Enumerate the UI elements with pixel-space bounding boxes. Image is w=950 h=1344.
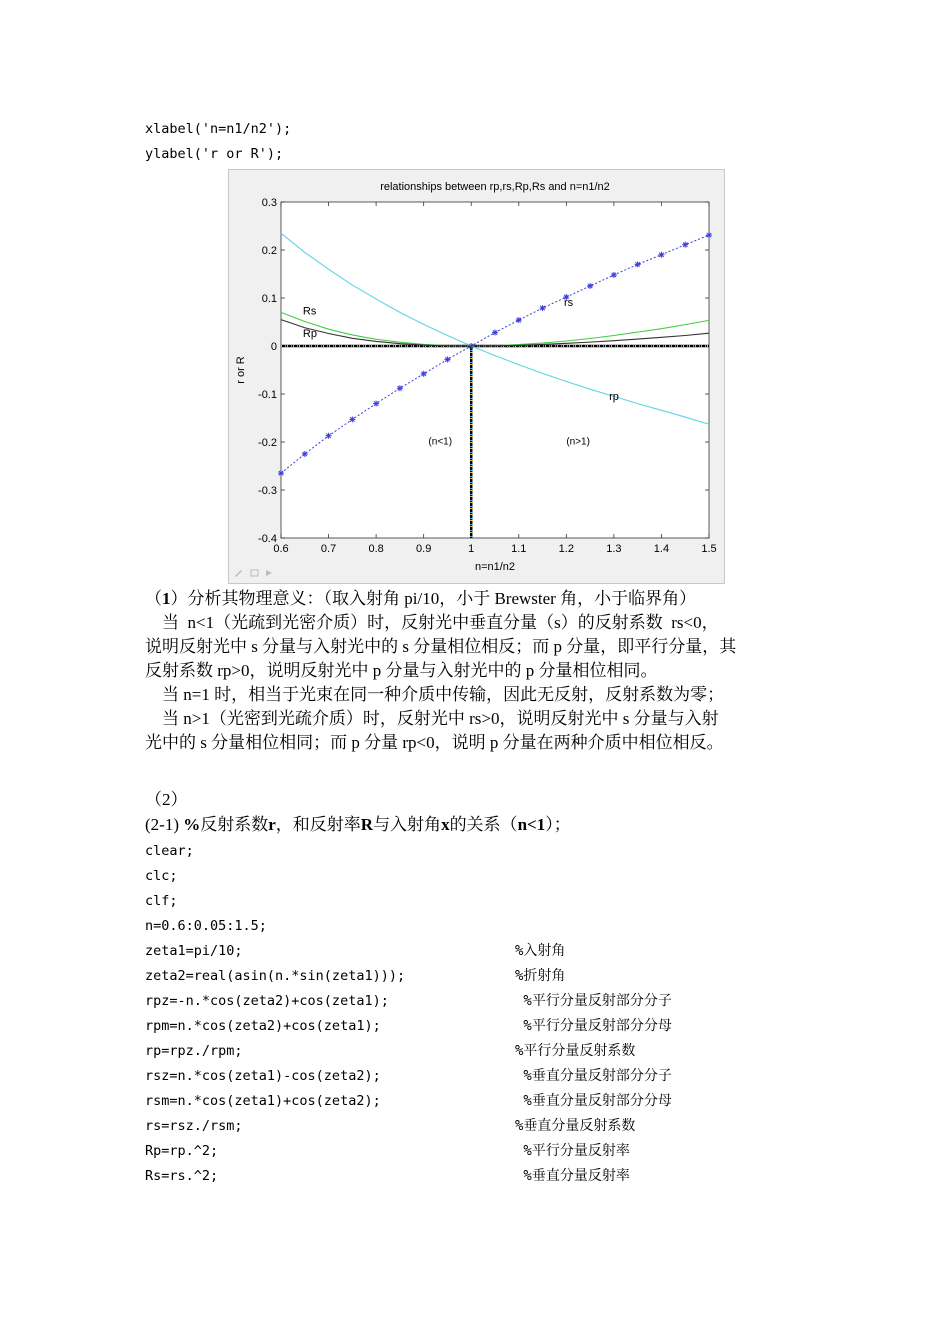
analysis-line: 光中的 s 分量相位相同；而 p 分量 rp<0，说明 p 分量在两种介质中相位相反。	[145, 733, 724, 752]
code-comment: %平行分量反射部分分子	[515, 993, 672, 1009]
y-tick-label: 0.3	[261, 197, 277, 209]
analysis-line: 当 n>1（光密到光疏介质）时，反射光中 rs>0，说明反射光中 s 分量与入射	[145, 709, 719, 728]
print-icon[interactable]	[251, 570, 258, 576]
annotation-label: Rp	[302, 327, 317, 340]
x-tick-label: 0.7	[320, 543, 337, 555]
x-tick-label: 1.2	[558, 543, 574, 555]
data-point-rs	[444, 356, 450, 362]
annotation-label: rp	[609, 391, 619, 404]
reflection-chart	[229, 170, 724, 583]
x-tick-label: 0.6	[273, 543, 289, 555]
chart-title: relationships between rp,rs,Rp,Rs and n=n1/n2	[380, 181, 610, 193]
annotation-label: (n<1)	[428, 436, 453, 448]
y-tick-label: -0.4	[258, 533, 277, 545]
data-point-rs	[658, 252, 664, 258]
y-tick-label: 0.1	[261, 293, 277, 305]
code-line: rs=rsz./rsm;	[145, 1118, 243, 1134]
x-tick-label: 1.1	[511, 543, 527, 555]
code-comment: %平行分量反射系数	[515, 1043, 636, 1059]
data-point-rs	[421, 371, 427, 377]
code-comment: %折射角	[515, 968, 566, 984]
code-line: Rp=rp.^2;	[145, 1143, 219, 1159]
x-tick-label: 0.8	[368, 543, 384, 555]
analysis-line: 反射系数 rp>0，说明反射光中 p 分量与入射光中的 p 分量相位相同。	[145, 661, 658, 680]
code-line: rp=rpz./rpm;	[145, 1043, 243, 1059]
code-line: rsm=n.*cos(zeta1)+cos(zeta2);	[145, 1093, 381, 1109]
x-axis-label: n=n1/n2	[474, 561, 516, 573]
export-icon[interactable]	[266, 570, 272, 576]
code-comment: %垂直分量反射系数	[515, 1118, 636, 1134]
x-tick-label: 1.3	[606, 543, 622, 555]
data-point-rs	[706, 232, 712, 238]
data-point-rs	[516, 317, 522, 323]
data-point-rs	[587, 283, 593, 289]
section-2-1-heading: (2-1) %反射系数r，和反射率R与入射角x的关系（n<1）；	[145, 815, 571, 834]
code-line: clf;	[145, 893, 178, 909]
code-comment: %入射角	[515, 943, 566, 959]
y-tick-label: 0.2	[261, 245, 277, 257]
code-line: zeta2=real(asin(n.*sin(zeta1)));	[145, 968, 406, 984]
data-point-rs	[492, 330, 498, 336]
data-point-rs	[635, 261, 641, 267]
annotation-label: Rs	[302, 305, 317, 318]
code-comment: %平行分量反射部分分母	[515, 1018, 672, 1034]
code-line-xlabel: xlabel('n=n1/n2');	[145, 121, 292, 137]
figure-toolbar-icons[interactable]	[235, 570, 272, 577]
data-point-rs	[302, 451, 308, 457]
code-line: rpz=-n.*cos(zeta2)+cos(zeta1);	[145, 993, 389, 1009]
analysis-line: 当 n<1（光疏到光密介质）时，反射光中垂直分量（s）的反射系数 rs<0，	[145, 613, 719, 632]
section-2-heading: （2）	[145, 790, 188, 809]
y-tick-label: -0.2	[258, 437, 277, 449]
code-comment: %垂直分量反射部分分母	[515, 1093, 672, 1109]
x-tick-label: 1	[468, 543, 475, 555]
x-tick-label: 1.5	[701, 543, 717, 555]
data-point-rs	[349, 416, 355, 422]
code-line: Rs=rs.^2;	[145, 1168, 219, 1184]
data-point-rs	[326, 433, 332, 439]
code-comment: %平行分量反射率	[515, 1143, 630, 1159]
code-comment: %垂直分量反射率	[515, 1168, 630, 1184]
y-tick-label: -0.1	[258, 389, 277, 401]
code-line: zeta1=pi/10;	[145, 943, 243, 959]
analysis-line: 当 n=1 时，相当于光束在同一种介质中传输，因此无反射，反射系数为零；	[145, 685, 725, 704]
code-line-ylabel: ylabel('r or R');	[145, 146, 284, 162]
data-point-rs	[397, 385, 403, 391]
code-line: rpm=n.*cos(zeta2)+cos(zeta1);	[145, 1018, 381, 1034]
y-axis-label: r or R	[235, 356, 247, 384]
analysis-line: （1）分析其物理意义：（取入射角 pi/10，小于 Brewster 角，小于临界角）	[145, 589, 697, 608]
analysis-line: 说明反射光中 s 分量与入射光中的 s 分量相位相反；而 p 分量，即平行分量，其	[145, 637, 737, 656]
x-tick-label: 0.9	[416, 543, 432, 555]
data-point-rs	[611, 272, 617, 278]
plot-area	[281, 202, 709, 538]
data-point-rs	[540, 305, 546, 311]
y-tick-label: 0	[270, 341, 277, 353]
code-line: n=0.6:0.05:1.5;	[145, 918, 267, 934]
y-tick-label: -0.3	[258, 485, 277, 497]
annotation-label: (n>1)	[566, 436, 590, 448]
edit-icon[interactable]	[235, 570, 242, 577]
code-comment: %垂直分量反射部分分子	[515, 1068, 672, 1084]
data-point-rs	[278, 470, 284, 476]
data-point-rs	[682, 242, 688, 248]
annotation-label: rs	[563, 297, 574, 310]
data-point-rs	[373, 401, 379, 407]
matlab-figure	[228, 169, 725, 584]
code-line: rsz=n.*cos(zeta1)-cos(zeta2);	[145, 1068, 381, 1084]
x-tick-label: 1.4	[653, 543, 670, 555]
code-line: clear;	[145, 843, 194, 859]
code-line: clc;	[145, 868, 178, 884]
